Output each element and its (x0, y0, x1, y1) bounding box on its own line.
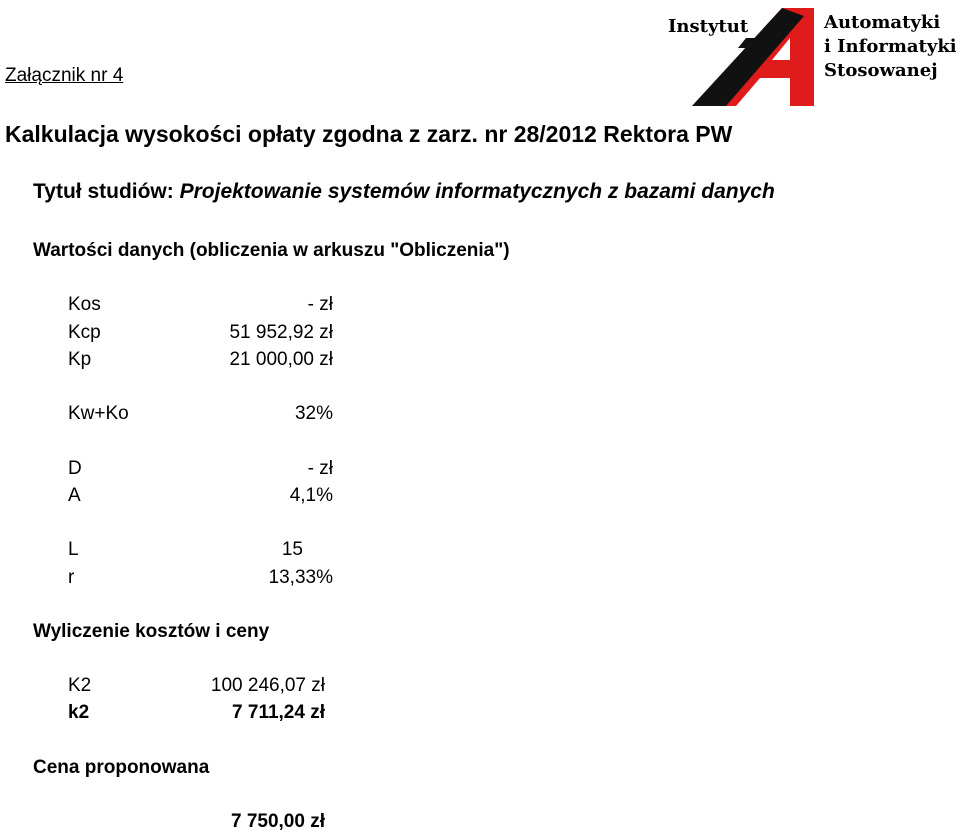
row-label-kcp: Kcp (68, 322, 101, 343)
row-label-l: L (68, 539, 79, 560)
price-heading: Cena proponowana (33, 757, 210, 778)
row-value-r: 13,33% (268, 567, 333, 588)
price-value: 7 750,00 zł (230, 811, 325, 832)
row-value-a: 4,1% (289, 485, 333, 506)
row-label-k2-upper: K2 (68, 675, 92, 696)
logo-line-2: i Informatyki (824, 36, 956, 57)
logo-line-3: Stosowanej (824, 60, 938, 81)
row-value-k2-upper: 100 246,07 zł (210, 675, 325, 696)
row-label-kp: Kp (68, 349, 92, 370)
costs-heading: Wyliczenie kosztów i ceny (33, 621, 270, 642)
logo-left-word: Instytut (668, 16, 749, 37)
row-label-k2-lower: k2 (68, 702, 90, 723)
row-label-d: D (68, 458, 82, 479)
logo-line-1: Automatyki (824, 12, 941, 33)
row-label-r: r (68, 567, 75, 588)
row-value-l: 15 (281, 539, 303, 560)
row-value-kp: 21 000,00 zł (229, 349, 333, 370)
row-value-k2-lower: 7 711,24 zł (232, 702, 325, 723)
row-value-kwko: 32% (294, 403, 333, 424)
row-label-a: A (68, 485, 81, 506)
institute-logo (664, 6, 956, 110)
study-label: Tytuł studiów: (33, 180, 174, 203)
row-label-kwko: Kw+Ko (68, 403, 129, 424)
page-title: Kalkulacja wysokości opłaty zgodna z zarz. nr 28/2012 Rektora PW (5, 121, 733, 147)
values-heading: Wartości danych (obliczenia w arkuszu "Obliczenia") (33, 240, 510, 261)
row-value-kos: - zł (307, 294, 333, 315)
logo-mark (664, 6, 956, 110)
row-value-kcp: 51 952,92 zł (229, 322, 333, 343)
row-label-kos: Kos (68, 294, 101, 315)
study-title (33, 180, 775, 204)
attachment-link[interactable]: Załącznik nr 4 (5, 65, 124, 86)
row-value-d: - zł (307, 458, 333, 479)
study-value: Projektowanie systemów informatycznych z bazami danych (179, 180, 775, 203)
